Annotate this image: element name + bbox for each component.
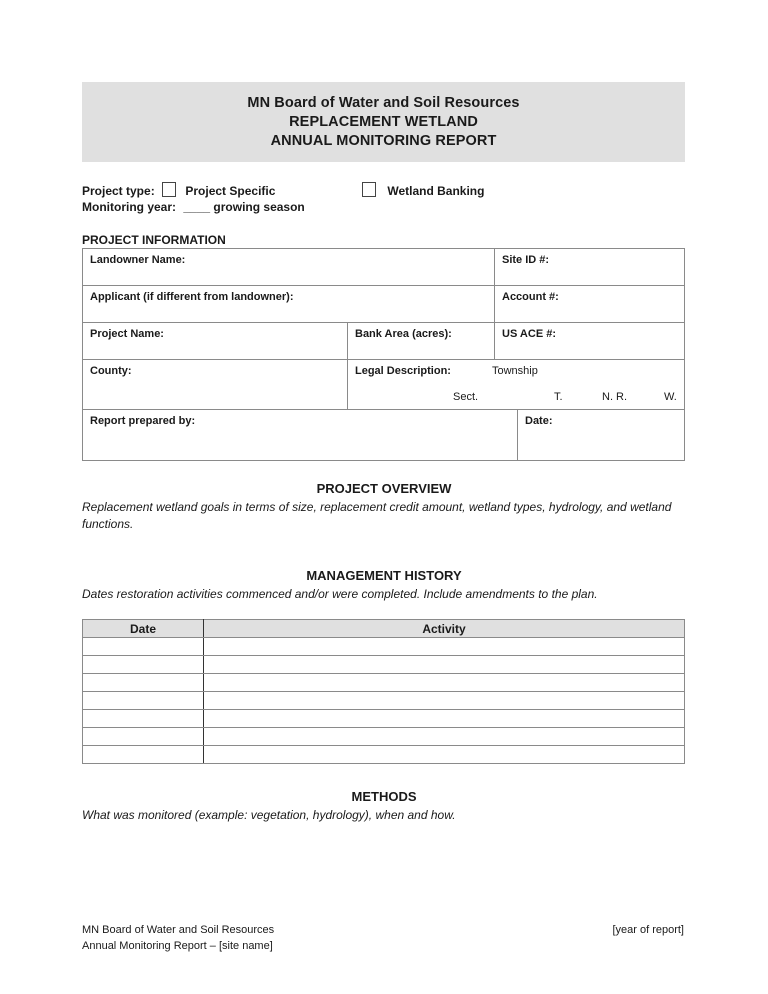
applicant-field[interactable]	[82, 285, 495, 323]
site-id-label: Site ID #:	[502, 254, 550, 266]
date-cell[interactable]	[83, 638, 204, 656]
applicant-label: Applicant (if different from landowner):	[90, 291, 294, 303]
project-type-label: Project type:	[82, 184, 155, 198]
township-label: Township	[492, 365, 538, 377]
methods-description: What was monitored (example: vegetation, hydrology), when and how.	[82, 808, 456, 822]
footer-report-site: Annual Monitoring Report – [site name]	[82, 940, 273, 952]
county-field[interactable]	[82, 359, 348, 410]
project-information-heading: PROJECT INFORMATION	[82, 233, 226, 247]
table-row	[83, 674, 685, 692]
site-id-field[interactable]	[494, 248, 685, 286]
activity-cell[interactable]	[204, 710, 685, 728]
activity-column-header: Activity	[204, 620, 685, 638]
management-history-description: Dates restoration activities commenced and/or were completed. Include amendments to the plan.	[82, 587, 598, 601]
monitoring-year-blank[interactable]: ____	[183, 200, 211, 214]
date-cell[interactable]	[83, 710, 204, 728]
monitoring-year-row	[82, 200, 305, 214]
us-ace-field[interactable]	[494, 322, 685, 360]
project-specific-checkbox[interactable]	[162, 182, 176, 197]
wetland-banking-checkbox[interactable]	[362, 182, 376, 197]
landowner-name-field[interactable]	[82, 248, 495, 286]
us-ace-label: US ACE #:	[502, 328, 556, 340]
footer-year: [year of report]	[612, 924, 684, 936]
county-label: County:	[90, 365, 132, 377]
table-row	[83, 656, 685, 674]
wetland-banking-label: Wetland Banking	[387, 184, 485, 198]
table-header-row	[83, 620, 685, 638]
report-title: ANNUAL MONITORING REPORT	[270, 132, 497, 149]
date-field[interactable]	[517, 409, 685, 461]
range-nr-label: N. R.	[602, 391, 628, 403]
project-type-row	[82, 182, 275, 198]
township-t-label: T.	[554, 391, 563, 403]
report-prepared-by-field[interactable]	[82, 409, 518, 461]
bank-area-label: Bank Area (acres):	[355, 328, 452, 340]
date-cell[interactable]	[83, 674, 204, 692]
date-cell[interactable]	[83, 692, 204, 710]
account-label: Account #:	[502, 291, 559, 303]
agency-name: MN Board of Water and Soil Resources	[247, 94, 520, 111]
range-w-label: W.	[664, 391, 677, 403]
legal-description-field[interactable]	[347, 359, 685, 410]
project-overview-description: Replacement wetland goals in terms of size, replacement credit amount, wetland types, hydrology, and wetland functions.	[82, 500, 672, 531]
account-field[interactable]	[494, 285, 685, 323]
date-cell[interactable]	[83, 656, 204, 674]
wetland-banking-row	[362, 182, 484, 198]
report-title-banner	[82, 82, 685, 162]
date-cell[interactable]	[83, 746, 204, 764]
monitoring-year-label: Monitoring year:	[82, 200, 177, 214]
project-name-field[interactable]	[82, 322, 348, 360]
activity-cell[interactable]	[204, 692, 685, 710]
management-history-table	[82, 619, 685, 764]
table-row	[83, 638, 685, 656]
activity-cell[interactable]	[204, 638, 685, 656]
date-cell[interactable]	[83, 728, 204, 746]
section-label: Sect.	[453, 391, 479, 403]
project-overview-heading: PROJECT OVERVIEW	[316, 481, 452, 496]
project-information-table	[82, 248, 685, 461]
methods-heading: METHODS	[351, 789, 417, 804]
table-row	[83, 692, 685, 710]
report-prepared-by-label: Report prepared by:	[90, 415, 196, 427]
project-name-label: Project Name:	[90, 328, 164, 340]
footer-agency: MN Board of Water and Soil Resources	[82, 924, 275, 936]
legal-description-label: Legal Description:	[355, 365, 451, 377]
activity-cell[interactable]	[204, 656, 685, 674]
report-type: REPLACEMENT WETLAND	[289, 113, 478, 130]
table-row	[83, 710, 685, 728]
activity-cell[interactable]	[204, 674, 685, 692]
growing-season-label: growing season	[213, 200, 305, 214]
table-row	[83, 728, 685, 746]
activity-cell[interactable]	[204, 728, 685, 746]
date-column-header: Date	[83, 620, 204, 638]
landowner-name-label: Landowner Name:	[90, 254, 186, 266]
bank-area-field[interactable]	[347, 322, 495, 360]
activity-cell[interactable]	[204, 746, 685, 764]
table-row	[83, 746, 685, 764]
date-label: Date:	[525, 415, 553, 427]
project-specific-label: Project Specific	[185, 184, 276, 198]
management-history-heading: MANAGEMENT HISTORY	[306, 568, 462, 583]
footer-left	[82, 922, 274, 954]
